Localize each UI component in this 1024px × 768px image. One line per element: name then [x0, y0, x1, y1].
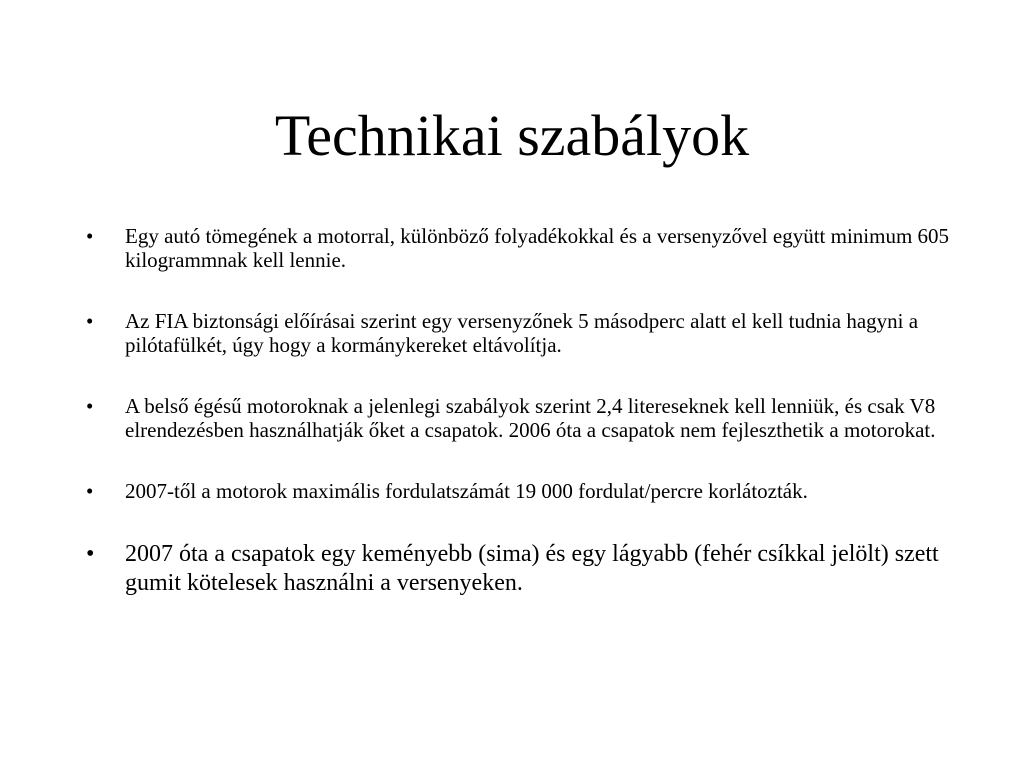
bullet-marker: • — [86, 541, 95, 567]
bullet-item-weight — [86, 224, 956, 272]
bullet-text: A belső égésű motoroknak a jelenlegi szabályok szerint 2,4 litereseknek kell lenniük, és csak V8 elrendezésben használhatják őket a csapatok. 2006 óta a csapatok nem fejleszthetik a motorokat. — [125, 394, 936, 442]
slide-title: Technikai szabályok — [274, 103, 750, 168]
bullet-text: 2007 óta a csapatok egy keményebb (sima) és egy lágyabb (fehér csíkkal jelölt) szett gumit kötelesek használni a versenyeken. — [125, 541, 939, 596]
bullet-list — [86, 224, 956, 635]
bullet-item-safety — [86, 309, 956, 357]
bullet-marker: • — [86, 309, 94, 333]
bullet-marker: • — [86, 394, 94, 418]
bullet-text: 2007-től a motorok maximális fordulatszámát 19 000 fordulat/percre korlátozták. — [125, 479, 808, 503]
bullet-marker: • — [86, 224, 94, 248]
bullet-item-rpm-limit — [86, 479, 956, 503]
bullet-text: Az FIA biztonsági előírásai szerint egy versenyzőnek 5 másodperc alatt el kell tudnia hagyni a pilótafülkét, úgy hogy a kormánykereket eltávolítja. — [125, 309, 919, 357]
bullet-text: Egy autó tömegének a motorral, különböző folyadékokkal és a versenyzővel együtt minimum 605 kilogrammnak kell lennie. — [125, 224, 950, 272]
bullet-item-engine — [86, 394, 956, 442]
bullet-marker: • — [86, 479, 94, 503]
bullet-item-tyres — [86, 540, 956, 598]
